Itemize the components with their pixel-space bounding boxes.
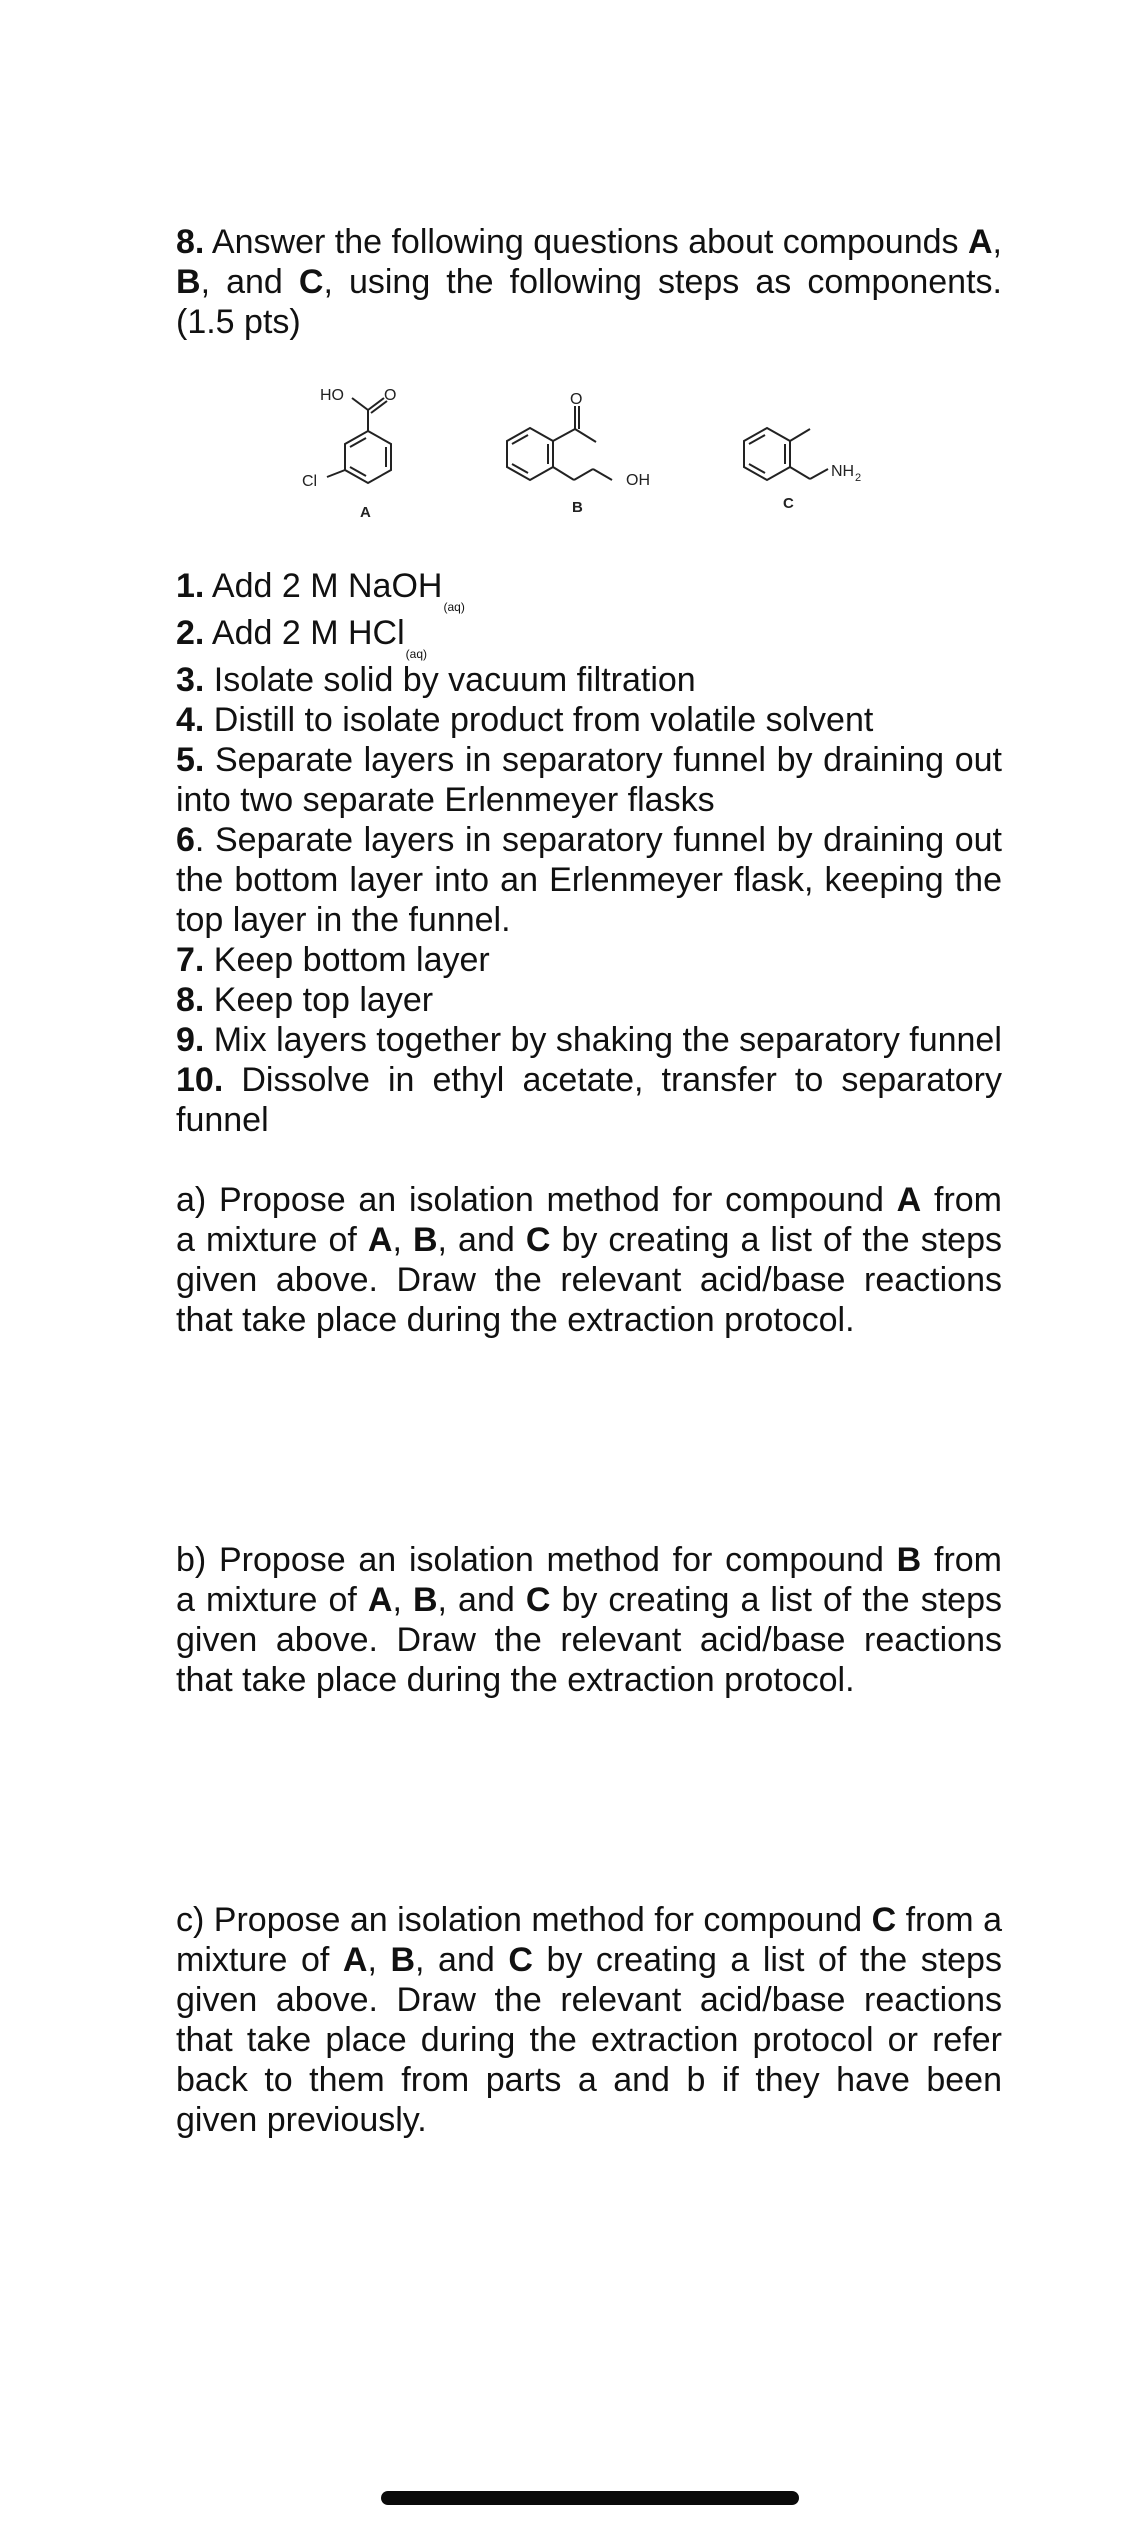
answer-space-a xyxy=(176,1340,1002,1540)
step: 7. Keep bottom layer xyxy=(176,941,490,979)
step: 6. Separate layers in separatory funnel by draining out the bottom layer into an Erlenmeyer flask, keeping the top layer in the funnel. xyxy=(176,821,1002,939)
structure-drawings xyxy=(0,356,1140,566)
compound-c-structure xyxy=(744,428,828,480)
step: 5. Separate layers in separatory funnel by draining out into two separate Erlenmeyer flasks xyxy=(176,741,1002,819)
step: 4. Distill to isolate product from volatile solvent xyxy=(176,701,874,739)
step: 1. Add 2 M NaOH$_{(aq)}$ xyxy=(176,567,465,614)
steps-list xyxy=(176,566,1002,1140)
compound-b-o: O xyxy=(570,391,583,408)
compound-a-structure xyxy=(327,398,391,483)
compound-b-oh: OH xyxy=(626,472,650,489)
compound-a-label: A xyxy=(360,504,371,521)
home-indicator[interactable] xyxy=(381,2491,799,2505)
compound-b-structure xyxy=(507,406,612,480)
step: 2. Add 2 M HCl$_{(aq)}$ xyxy=(176,614,428,661)
step: 3. Isolate solid by vacuum filtration xyxy=(176,661,696,699)
compound-b-label: B xyxy=(572,499,583,516)
part-a: a) Propose an isolation method for compound A from a mixture of A, B, and C by creating a list of the steps given above. Draw the relevant acid/base reactions that take place during the extraction protocol. xyxy=(176,1181,1003,1339)
question-intro: 8. Answer the following questions about compounds A, B, and C, using the following steps as components. (1.5 pts) xyxy=(176,223,1002,341)
question-number: 8. xyxy=(176,223,205,261)
compound-c-nh: NH xyxy=(831,463,855,480)
part-b: b) Propose an isolation method for compound B from a mixture of A, B, and C by creating a list of the steps given above. Draw the relevant acid/base reactions that take place during the extraction protocol. xyxy=(176,1541,1003,1699)
compound-a-ho: HO xyxy=(320,387,344,404)
worksheet xyxy=(176,222,1002,2140)
compound-a-o: O xyxy=(384,387,397,404)
compound-structures xyxy=(0,356,1140,566)
compound-c-subscript: 2 xyxy=(855,472,862,484)
step: 9. Mix layers together by shaking the separatory funnel xyxy=(176,1021,1002,1059)
step: 10. Dissolve in ethyl acetate, transfer to separatory funnel xyxy=(176,1061,1002,1139)
compound-a-cl: Cl xyxy=(302,473,318,490)
compound-c-label: C xyxy=(783,495,794,512)
part-c: c) Propose an isolation method for compound C from a mixture of A, B, and C by creating a list of the steps given above. Draw the relevant acid/base reactions that take place during the extraction protocol or refer back to them from parts a and b if they have been given previously. xyxy=(176,1901,1002,2139)
answer-space-b xyxy=(176,1700,1002,1900)
step: 8. Keep top layer xyxy=(176,981,434,1019)
